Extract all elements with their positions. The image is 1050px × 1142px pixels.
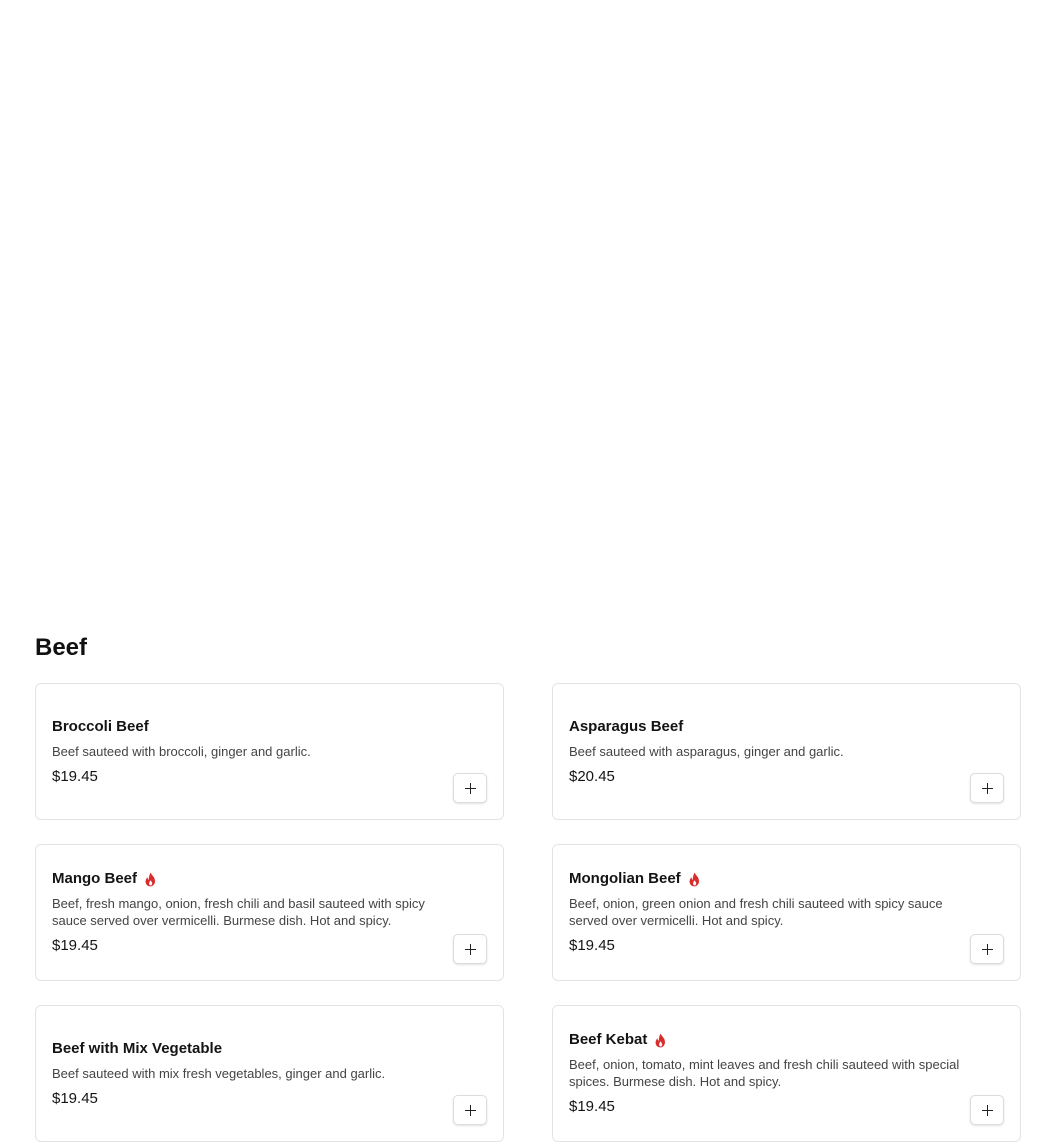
menu-item-name: Broccoli Beef bbox=[52, 717, 149, 735]
menu-item-title bbox=[52, 1039, 487, 1059]
menu-item-card[interactable] bbox=[35, 1005, 504, 1142]
menu-item-name: Beef Kebat bbox=[569, 1031, 648, 1048]
spicy-flame-icon bbox=[688, 872, 701, 887]
menu-item-title bbox=[52, 717, 487, 737]
spicy-flame-icon bbox=[144, 872, 157, 887]
plus-icon bbox=[982, 1105, 993, 1116]
plus-icon bbox=[982, 944, 993, 955]
section-title: Beef bbox=[35, 634, 88, 661]
menu-item-price: $19.45 bbox=[52, 767, 98, 785]
menu-item-title bbox=[569, 1030, 1004, 1050]
menu-item-card[interactable] bbox=[552, 844, 1021, 981]
menu-item-description: Beef, fresh mango, onion, fresh chili and basil sauteed with spicy sauce served over vermicelli. Burmese dish. Hot and spicy. bbox=[52, 896, 425, 928]
menu-item-name: Mango Beef bbox=[52, 870, 138, 887]
plus-icon bbox=[465, 1105, 476, 1116]
menu-item-card[interactable] bbox=[35, 844, 504, 981]
menu-item-description: Beef sauteed with mix fresh vegetables, ginger and garlic. bbox=[52, 1065, 386, 1081]
menu-item-title bbox=[52, 869, 487, 889]
menu-item-card[interactable] bbox=[552, 1005, 1021, 1142]
plus-icon bbox=[465, 783, 476, 794]
menu-item-description: Beef sauteed with broccoli, ginger and garlic. bbox=[52, 743, 311, 759]
plus-icon bbox=[982, 783, 993, 794]
menu-item-card[interactable] bbox=[552, 683, 1021, 820]
menu-item-card[interactable] bbox=[35, 683, 504, 820]
menu-item-name: Asparagus Beef bbox=[569, 717, 684, 735]
menu-item-name: Beef with Mix Vegetable bbox=[52, 1039, 223, 1057]
add-to-cart-button[interactable] bbox=[453, 934, 487, 964]
add-to-cart-button[interactable] bbox=[970, 773, 1004, 803]
menu-item-price: $20.45 bbox=[569, 767, 615, 785]
menu-item-description: Beef, onion, green onion and fresh chili sauteed with spicy sauce served over vermicelli. Hot and spicy. bbox=[569, 896, 943, 928]
add-to-cart-button[interactable] bbox=[453, 773, 487, 803]
menu-item-title bbox=[569, 869, 1004, 889]
plus-icon bbox=[465, 944, 476, 955]
menu-item-description: Beef sauteed with asparagus, ginger and garlic. bbox=[569, 743, 844, 759]
menu-item-price: $19.45 bbox=[569, 1098, 615, 1115]
add-to-cart-button[interactable] bbox=[453, 1095, 487, 1125]
spicy-flame-icon bbox=[654, 1033, 667, 1048]
menu-item-price: $19.45 bbox=[52, 937, 98, 954]
add-to-cart-button[interactable] bbox=[970, 1095, 1004, 1125]
menu-item-price: $19.45 bbox=[569, 937, 615, 954]
menu-item-name: Mongolian Beef bbox=[569, 870, 681, 887]
menu-item-title bbox=[569, 717, 1004, 737]
add-to-cart-button[interactable] bbox=[970, 934, 1004, 964]
menu-item-grid bbox=[35, 683, 1021, 1142]
menu-item-price: $19.45 bbox=[52, 1089, 98, 1107]
menu-item-description: Beef, onion, tomato, mint leaves and fresh chili sauteed with special spices. Burmese dish. Hot and spicy. bbox=[569, 1057, 960, 1089]
